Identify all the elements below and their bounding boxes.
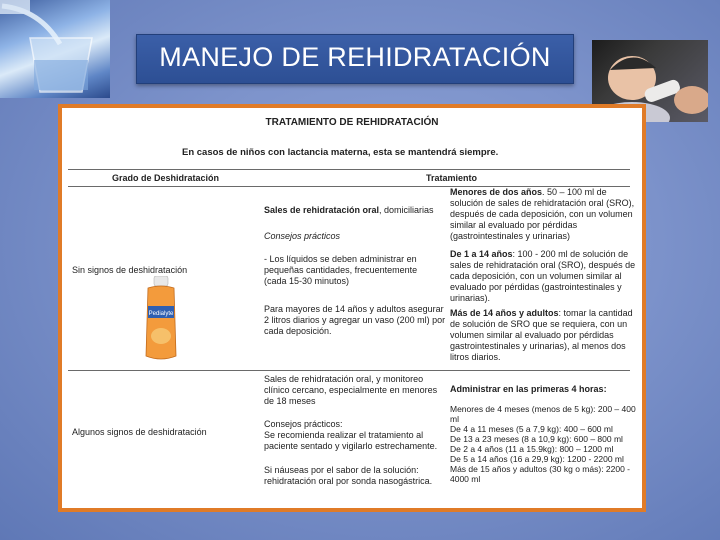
row2-consejos: Consejos prácticos: (264, 419, 343, 429)
row1-1to14-text: : 100 - 200 ml de solución de sales de rehidratación oral (SRO), después de cada deposición, con un volumen similar al evaluado por pérdidas (gastrointestinales y urinarias). (450, 249, 636, 303)
divider-line (68, 370, 630, 371)
row1-under2-text: . 50 – 100 ml de solución de sales de rehidratación oral (SRO), después de cada deposición, con un volumen similar al evaluado por pérdidas (gastrointestinales y urinarias) (450, 187, 635, 241)
row1-sro (264, 205, 450, 216)
slide-title: MANEJO DE REHIDRATACIÓN (159, 42, 551, 72)
row2-right-heading: Administrar en las primeras 4 horas: (450, 384, 607, 394)
row1-over14-label: Más de 14 años y adultos (450, 308, 559, 318)
dose-line: De 13 a 23 meses (8 a 10,9 kg): 600 – 800 ml (450, 434, 623, 444)
row1-older: Para mayores de 14 años y adultos asegurar 2 litros diarios y agregar un vaso (200 ml) por cada deposición. (264, 304, 446, 336)
row2-sro: Sales de rehidratación oral, y monitoreo clínico cercano, especialmente en menores de 18 meses (264, 374, 438, 406)
row2-reco: Se recomienda realizar el tratamiento al paciente sentado y vigilarlo estrechamente. (264, 430, 438, 451)
row2-grade: Algunos signos de deshidratación (72, 427, 207, 437)
dose-line: De 5 a 14 años (16 a 29,9 kg): 1200 - 2200 ml (450, 454, 624, 464)
row1-1to14 (450, 249, 636, 304)
document-subtitle: En casos de niños con lactancia materna, esta se mantendrá siempre. (182, 147, 499, 158)
row1-liquids: - Los líquidos se deben administrar en pequeñas cantidades, frecuentemente (cada 15-30 minutos) (264, 254, 418, 286)
water-glass-photo (0, 0, 110, 98)
dose-line: De 2 a 4 años (11 a 15.9kg): 800 – 1200 ml (450, 444, 614, 454)
row1-sro-rest: , domiciliarias (379, 205, 434, 215)
row1-1to14-label: De 1 a 14 años (450, 249, 513, 259)
row1-consejos: Consejos prácticos (264, 231, 341, 241)
dose-line: Menores de 4 meses (menos de 5 kg): 200 – 400 ml (450, 404, 636, 424)
row1-over14-text: : tomar la cantidad de solución de SRO que se requiera, con un volumen similar al evaluado por pérdidas gastrointestinales y urinarias), al menos dos litros diarios. (450, 308, 633, 362)
divider-line (68, 169, 630, 170)
document-title: TRATAMIENTO DE REHIDRATACIÓN (265, 117, 439, 128)
row1-sro-label: Sales de rehidratación oral (264, 205, 380, 215)
bottle-label: Pedialyte (148, 311, 174, 317)
pedialyte-bottle-image (142, 276, 180, 362)
row2-nausea: Si náuseas por el sabor de la solución: rehidratación oral por sonda nasogástrica. (264, 465, 433, 486)
row1-over14 (450, 308, 636, 363)
rehydration-table-document (58, 104, 646, 512)
row1-under2 (450, 187, 636, 242)
dose-line: Más de 15 años y adultos (30 kg o más): 2200 - 4000 ml (450, 464, 631, 484)
header-treatment: Tratamiento (426, 173, 478, 183)
row2-right-list (450, 404, 636, 484)
dose-line: De 4 a 11 meses (5 a 7,9 kg): 400 – 600 ml (450, 424, 613, 434)
row1-under2-label: Menores de dos años (450, 187, 543, 197)
slide-title-box (136, 34, 574, 84)
header-grade: Grado de Deshidratación (112, 173, 220, 183)
row1-grade: Sin signos de deshidratación (72, 265, 188, 275)
